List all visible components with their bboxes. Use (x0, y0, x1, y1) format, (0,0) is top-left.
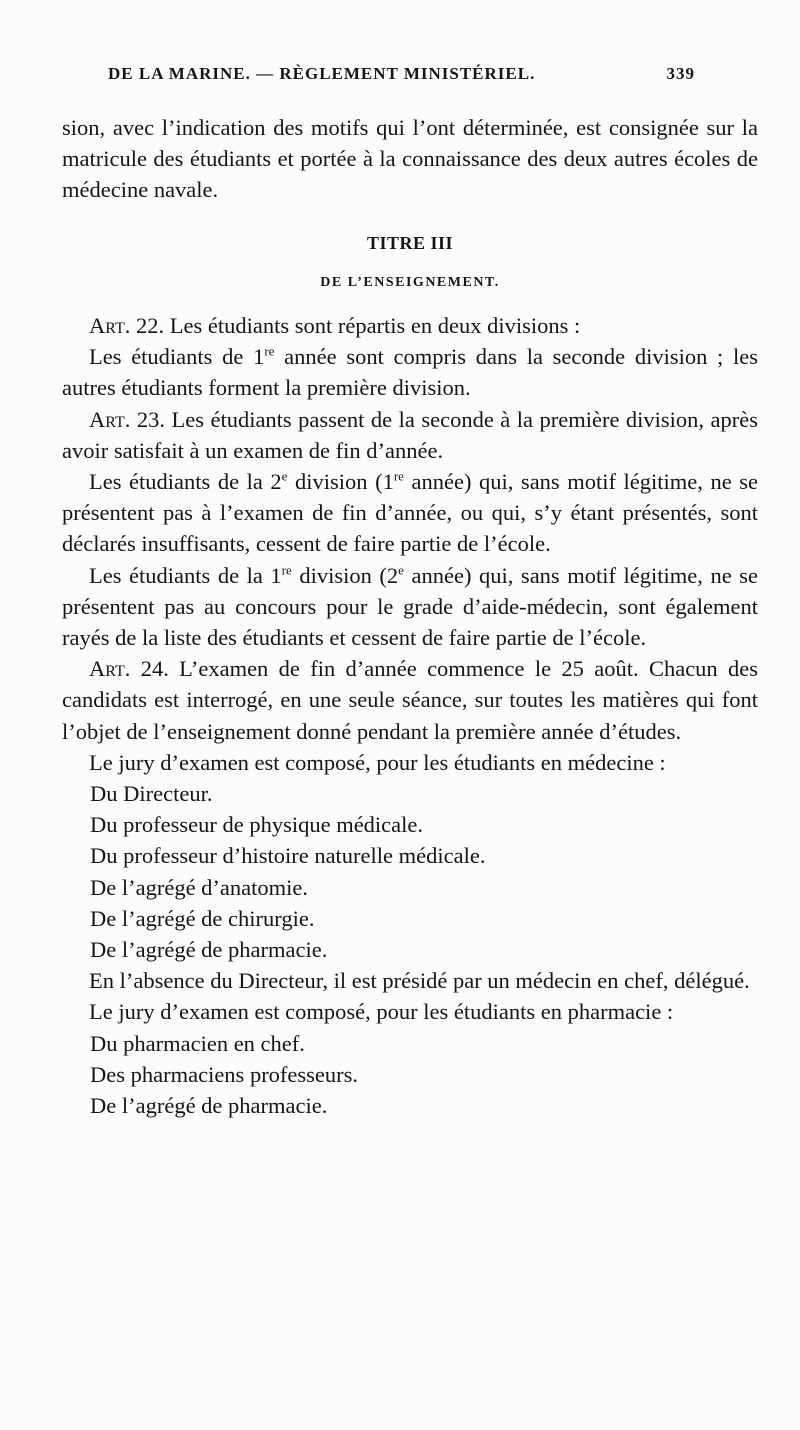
page-number: 339 (666, 64, 695, 83)
article-22-text: Les étudiants sont répartis en deux divisions : (169, 313, 581, 339)
superscript: e (281, 468, 288, 484)
text-run: année) qui, sans motif légitime, ne se présentent pas au concours pour le grade d’aide-médecin, sont également rayés de la liste des étudiants et cessent de faire partie de l’école. (62, 562, 758, 651)
article-22 (62, 310, 758, 341)
list-item: De l’agrégé d’anatomie. (90, 874, 309, 900)
list-item: De l’agrégé de chirurgie. (90, 905, 315, 931)
article-22-para-2 (62, 341, 758, 403)
list-item: Du pharmacien en chef. (90, 1030, 305, 1056)
article-23-text: Les étudiants passent de la seconde à la première division, après avoir satisfait à un examen de fin d’année. (62, 406, 759, 463)
text-run: année sont compris dans la seconde division ; les autres étudiants forment la première division. (62, 344, 758, 401)
superscript: re (281, 562, 292, 578)
superscript: re (393, 468, 404, 484)
text-run: Les étudiants de 1 (89, 344, 265, 370)
section-title: TITRE III (366, 232, 454, 253)
jury-medicine: Le jury d’examen est composé, pour les étudiants en médecine : (89, 749, 666, 775)
absence-clause: En l’absence du Directeur, il est présidé par un médecin en chef, délégué. (89, 968, 750, 994)
text-run: année) qui, sans motif légitime, ne se présentent pas à l’examen de fin d’année, ou qui, s’y étant présentés, sont déclarés insuffisants, cessent de faire partie de l’école. (62, 469, 758, 557)
article-23-para-3 (62, 560, 758, 654)
page-text (62, 112, 758, 1121)
list-item: Du professeur de physique médicale. (90, 812, 424, 838)
running-title: DE LA MARINE. — RÈGLEMENT MINISTÉRIEL. (108, 64, 536, 83)
article-23 (62, 404, 758, 466)
list-item: Du Directeur. (90, 781, 213, 807)
article-23-label: Art. 23. (89, 406, 165, 432)
section-subtitle: DE L’ENSEIGNEMENT. (320, 274, 500, 290)
list-item: De l’agrégé de pharmacie. (90, 1093, 328, 1119)
superscript: re (264, 343, 275, 359)
article-24-label: Art. 24. (89, 656, 169, 682)
running-header (108, 64, 695, 84)
list-item: Du professeur d’histoire naturelle médicale. (90, 843, 486, 869)
article-24-text: L’examen de fin d’année commence le 25 août. Chacun des candidats est interrogé, en une seule séance, sur toutes les matières qui font l’objet de l’enseignement donné pendant la première année d’études. (62, 656, 759, 744)
article-23-para-2 (62, 466, 758, 560)
list-item: De l’agrégé de pharmacie. (90, 937, 328, 963)
jury-pharmacy: Le jury d’examen est composé, pour les étudiants en pharmacie : (89, 999, 674, 1025)
text-run: division (2 (291, 562, 399, 588)
list-item: Des pharmaciens professeurs. (90, 1061, 359, 1087)
text-run: Les étudiants de la 1 (89, 562, 282, 588)
article-22-label: Art. 22. (89, 313, 165, 339)
paragraph-intro: sion, avec l’indication des motifs qui l’ont déterminée, est consignée sur la matricule des étudiants et portée à la connaissance des deux autres écoles de médecine navale. (62, 115, 758, 203)
superscript: e (398, 562, 404, 578)
text-run: division (1 (287, 469, 394, 495)
text-run: Les étudiants de la 2 (89, 469, 282, 495)
article-24 (62, 653, 758, 747)
